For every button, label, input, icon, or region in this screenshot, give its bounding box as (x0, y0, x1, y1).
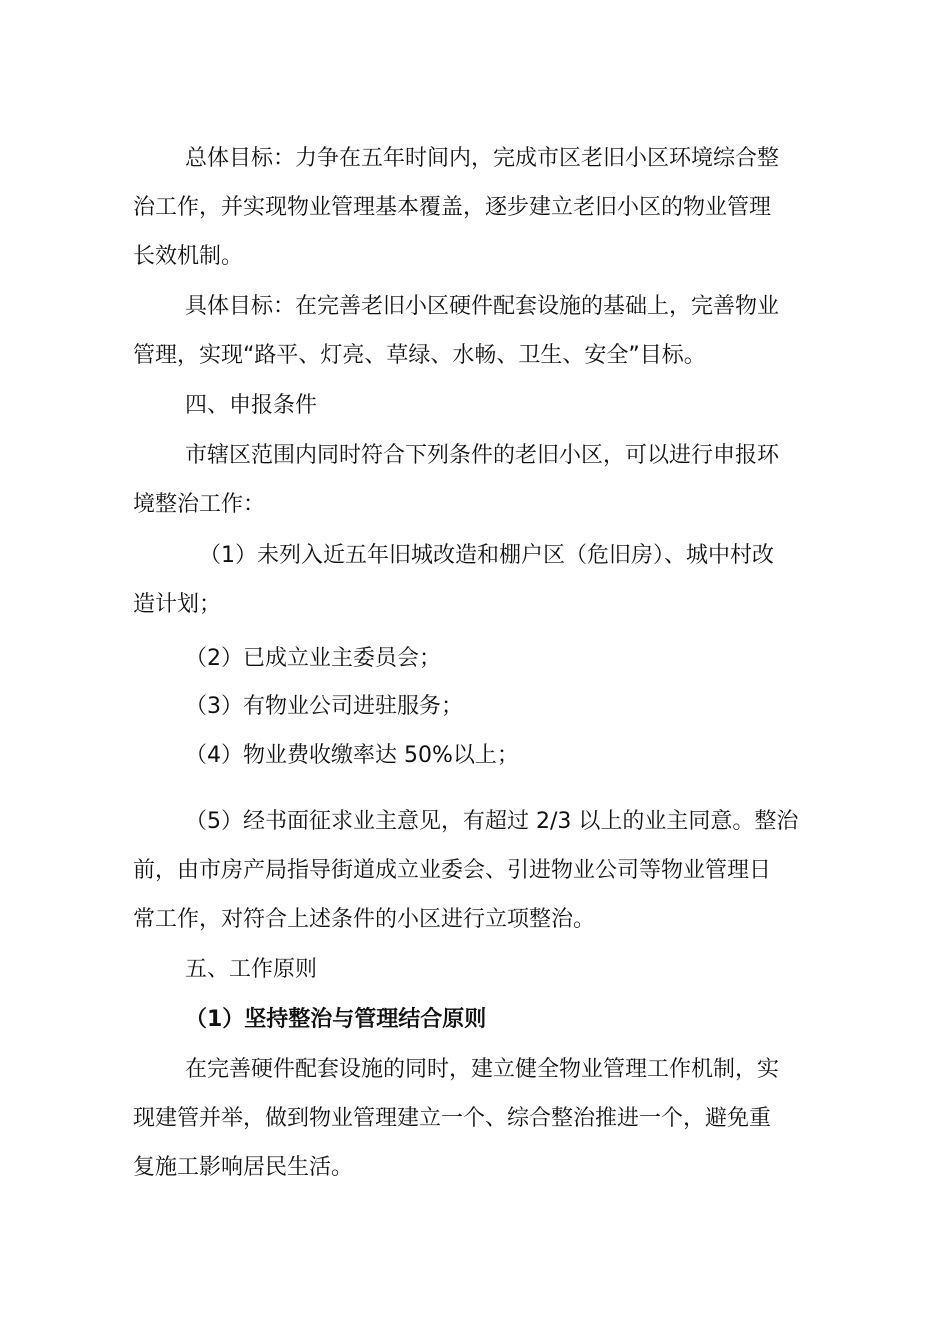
condition-item-2 (133, 634, 833, 683)
section-heading-application-conditions (133, 381, 833, 430)
condition-item-1 (133, 531, 833, 629)
text-line: （1）未列入近五年旧城改造和棚户区（危旧房）、城中村改 (199, 543, 774, 568)
text-line: 总体目标：力争在五年时间内，完成市区老旧小区环境综合整 (185, 146, 780, 171)
paragraph-principle-1-body (133, 1045, 833, 1192)
paragraph-overall-goal (133, 134, 833, 281)
text-line: （3）有物业公司进驻服务； (185, 694, 463, 719)
condition-item-5 (133, 797, 833, 944)
text-line: （4）物业费收缴率达 50%以上； (185, 743, 519, 768)
text-line: 市辖区范围内同时符合下列条件的老旧小区，可以进行申报环 (185, 443, 780, 468)
heading-text: （1）坚持整治与管理结合原则 (185, 1007, 487, 1032)
text-line: 具体目标：在完善老旧小区硬件配套设施的基础上，完善物业 (185, 294, 780, 319)
text-line: （5）经书面征求业主意见，有超过 2/3 以上的业主同意。整治 (185, 809, 799, 834)
heading-text: 五、工作原则 (185, 957, 318, 982)
text-line: 管理，实现“路平、灯亮、草绿、水畅、卫生、安全”目标。 (133, 343, 706, 368)
text-line: 现建管并举，做到物业管理建立一个、综合整治推进一个，避免重 (133, 1106, 772, 1131)
text-line: 治工作，并实现物业管理基本覆盖，逐步建立老旧小区的物业管理 (133, 195, 772, 220)
subheading-principle-1 (133, 995, 833, 1044)
condition-item-3 (133, 682, 833, 731)
text-line: 在完善硬件配套设施的同时，建立健全物业管理工作机制，实 (185, 1057, 780, 1082)
text-line: 长效机制。 (133, 244, 244, 269)
text-line: 复施工影响居民生活。 (133, 1155, 354, 1180)
text-line: （2）已成立业主委员会； (185, 646, 441, 671)
paragraph-conditions-intro (133, 431, 833, 529)
text-line: 造计划； (133, 592, 222, 617)
text-line: 常工作，对符合上述条件的小区进行立项整治。 (133, 907, 596, 932)
paragraph-specific-goal (133, 282, 833, 380)
heading-text: 四、申报条件 (185, 393, 318, 418)
text-line: 境整治工作： (133, 492, 266, 517)
condition-item-4 (133, 731, 833, 780)
text-line: 前，由市房产局指导街道成立业委会、引进物业公司等物业管理日 (133, 858, 772, 883)
section-heading-work-principles (133, 945, 833, 994)
